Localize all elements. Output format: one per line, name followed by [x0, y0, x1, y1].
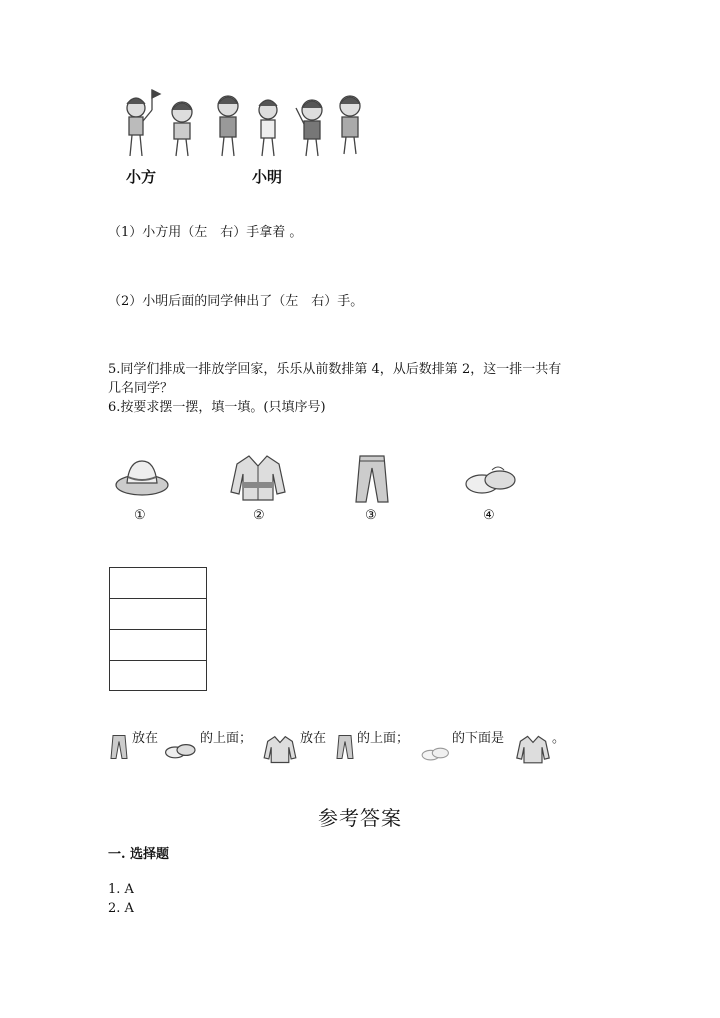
- item-jacket: [229, 452, 287, 502]
- shoes-icon: [420, 742, 450, 764]
- answer-1: 1. A: [108, 882, 134, 897]
- shoes-icon: [163, 738, 197, 762]
- fill-text-4: 的上面；: [357, 731, 410, 746]
- fill-shoes-icon-2: [420, 742, 450, 764]
- jacket-icon: [515, 734, 551, 764]
- children-lineup-icon: [110, 86, 370, 166]
- answer-2: 2. A: [108, 901, 134, 916]
- item-pants: [350, 452, 394, 506]
- pants-icon: [334, 730, 356, 764]
- answers-section-heading: 一. 选择题: [108, 847, 170, 862]
- label-xiaofang: 小方: [126, 168, 157, 186]
- fill-pants-icon-1: [108, 730, 130, 764]
- fill-text-3: 放在: [300, 731, 327, 746]
- grid-row-divider: [110, 660, 206, 661]
- fill-text-5: 的下面是: [452, 731, 505, 746]
- item-label-3: ③: [365, 508, 377, 523]
- fill-text-6: 。: [552, 731, 566, 746]
- jacket-icon: [263, 734, 297, 764]
- pants-icon: [108, 730, 130, 764]
- label-xiaoming: 小明: [252, 168, 283, 186]
- question-5-line2: 几名同学？: [108, 381, 174, 396]
- jacket-icon: [229, 452, 287, 502]
- question-4-2: （2）小明后面的同学伸出了（左 右）手。: [108, 294, 364, 309]
- fill-text-2: 的上面；: [200, 731, 253, 746]
- fill-shoes-icon-1: [163, 738, 197, 762]
- question-4-1: （1）小方用（左 右）手拿着 。: [108, 225, 303, 240]
- item-label-1: ①: [134, 508, 146, 523]
- item-label-2: ②: [253, 508, 265, 523]
- pants-icon: [350, 452, 394, 506]
- fill-jacket-icon-2: [515, 734, 551, 764]
- answers-title: 参考答案: [318, 806, 402, 830]
- grid-row-divider: [110, 629, 206, 630]
- question-5-line1: 5.同学们排成一排放学回家，乐乐从前数排第 4，从后数排第 2，这一排一共有: [108, 362, 562, 377]
- grid-row-divider: [110, 598, 206, 599]
- kids-illustration: [110, 86, 370, 166]
- fill-text-1: 放在: [132, 731, 159, 746]
- item-shoes: [462, 460, 518, 500]
- stacking-grid: [109, 567, 207, 691]
- item-label-4: ④: [483, 508, 495, 523]
- item-hat: [113, 455, 171, 500]
- fill-pants-icon-2: [334, 730, 356, 764]
- hat-icon: [113, 455, 171, 500]
- question-6: 6.按要求摆一摆，填一填。(只填序号): [108, 400, 326, 415]
- fill-jacket-icon-1: [263, 734, 297, 764]
- shoes-icon: [462, 460, 518, 500]
